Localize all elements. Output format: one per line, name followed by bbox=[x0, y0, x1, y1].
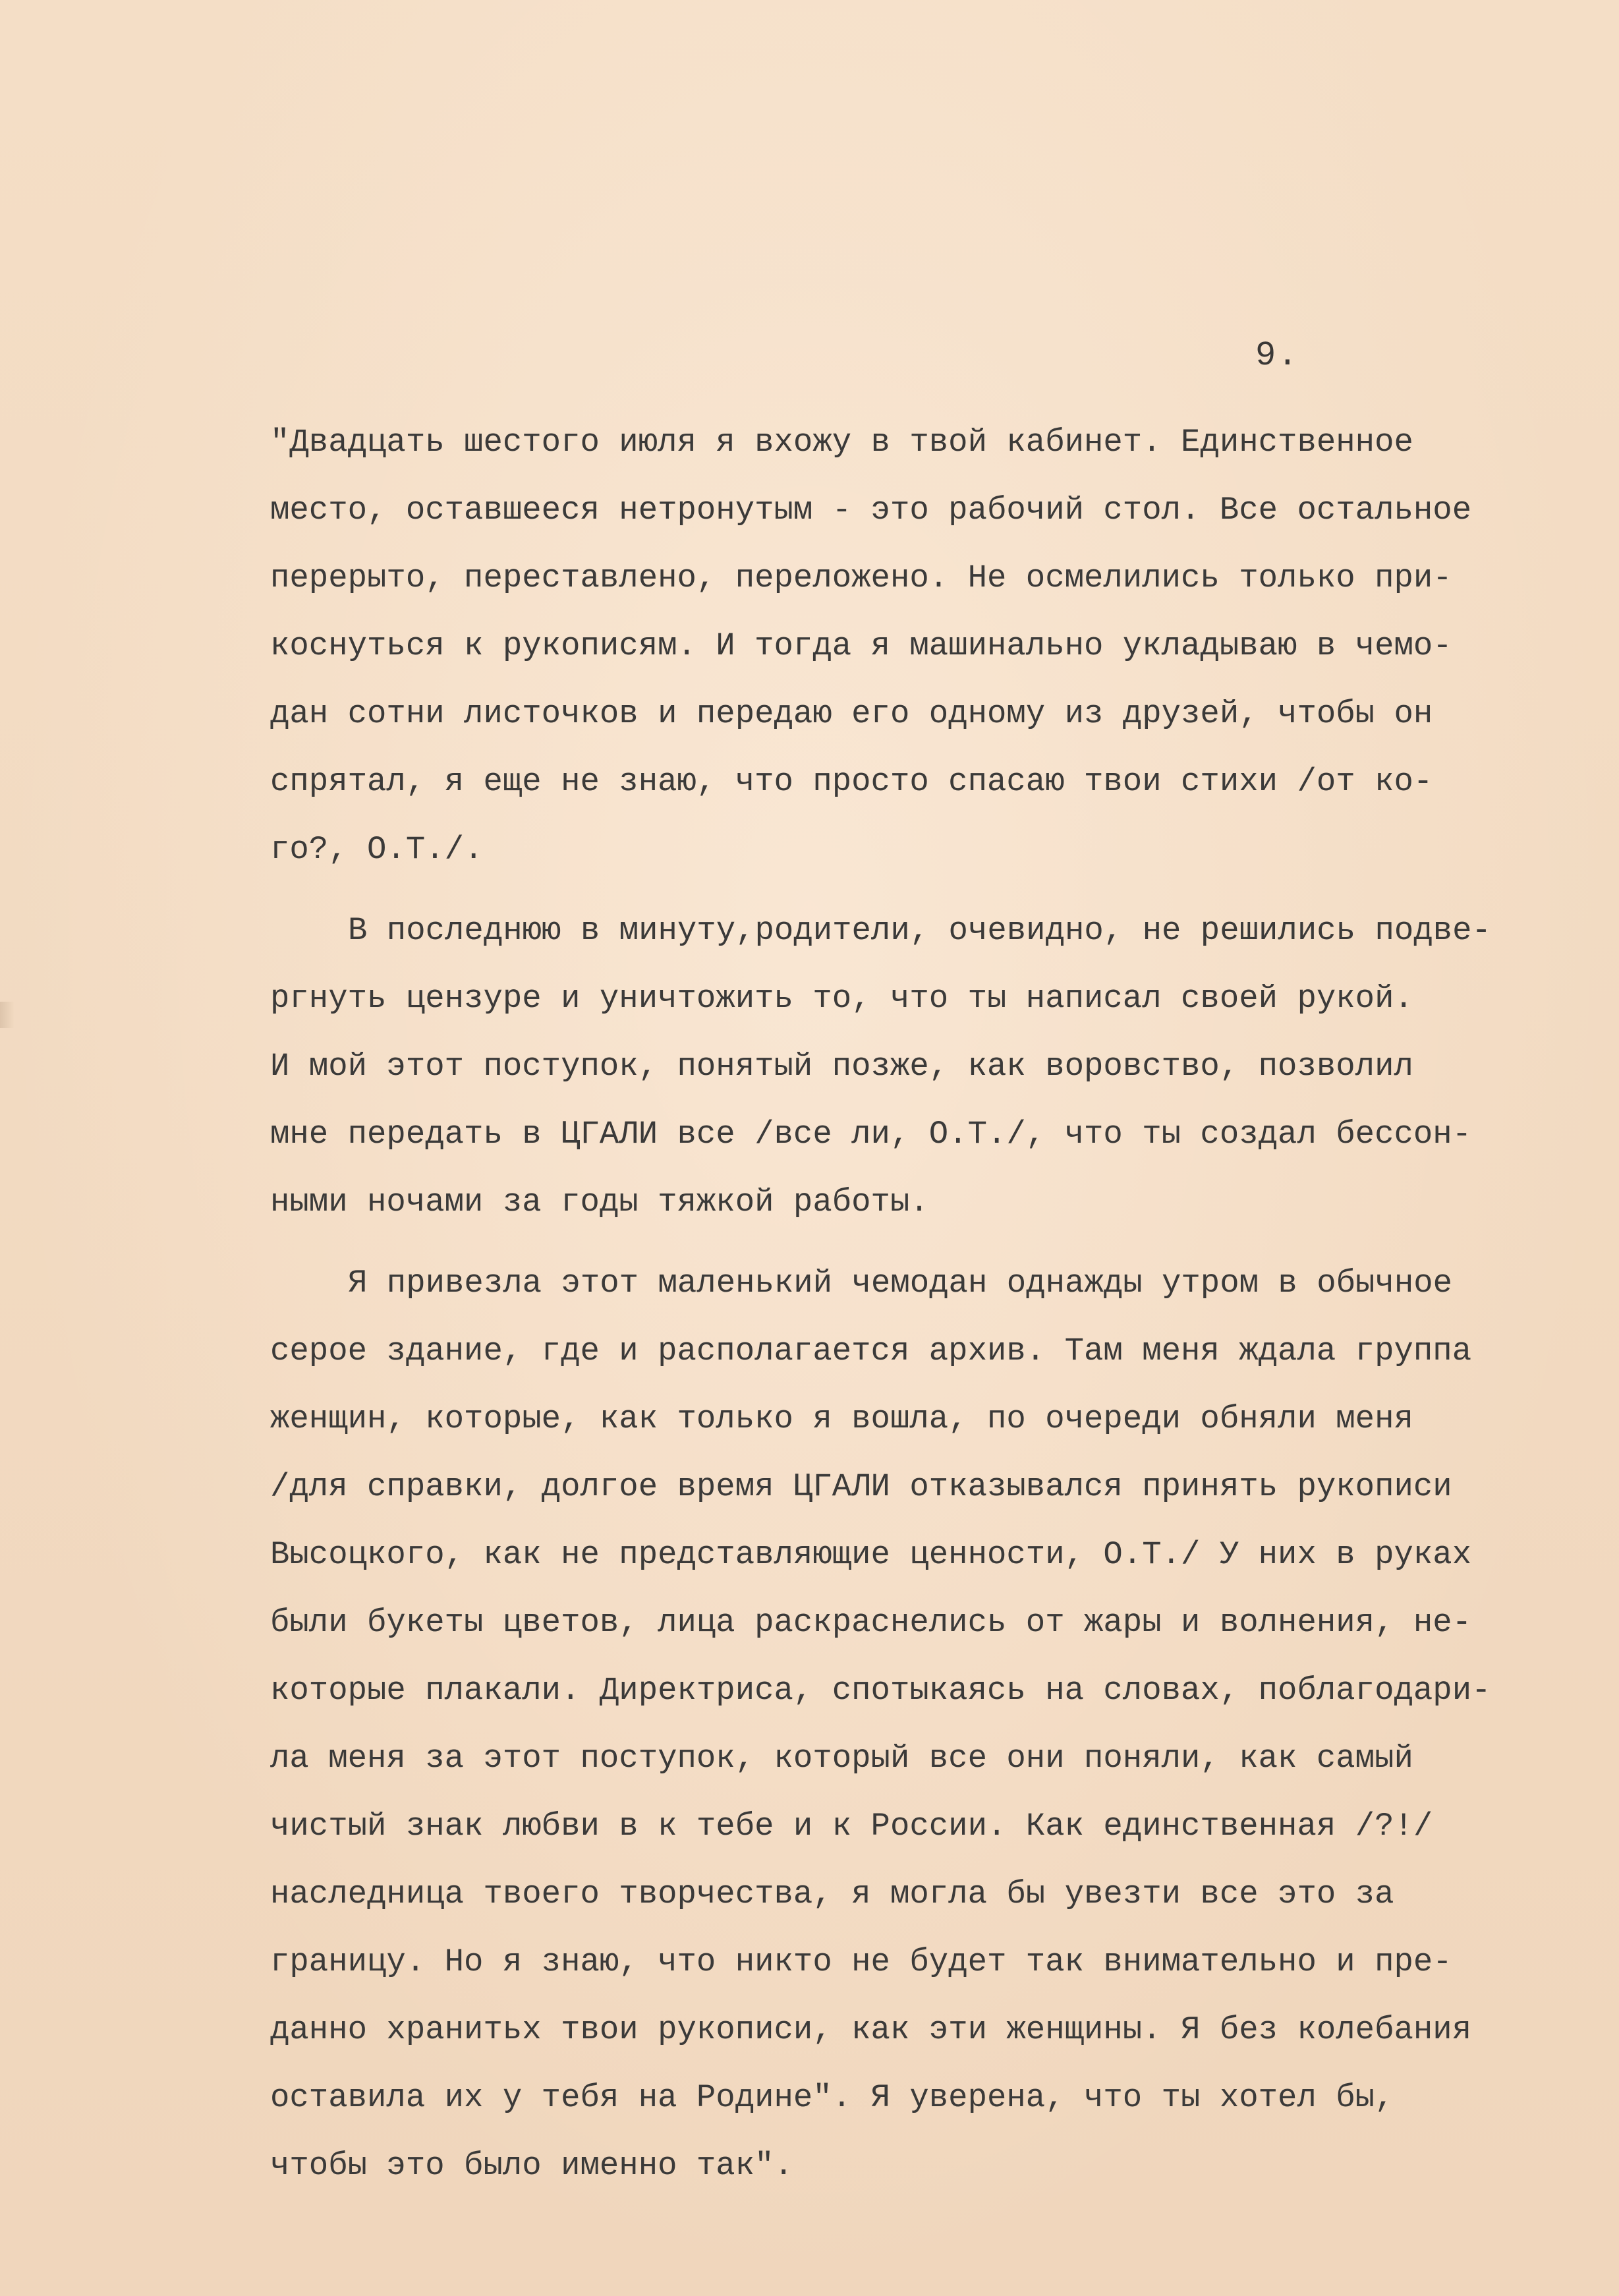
text-line: женщин, которые, как только я вошла, по очереди обняли меня bbox=[270, 1400, 1413, 1437]
text-line: коснуться к рукописям. И тогда я машинально укладываю в чемо- bbox=[270, 627, 1452, 664]
text-line: чистый знак любви в к тебе и к России. Как единственная /?!/ bbox=[270, 1808, 1433, 1845]
text-line: В последнюю в минуту,родители, очевидно, не решились подве- bbox=[348, 912, 1491, 949]
text-line: /для справки, долгое время ЦГАЛИ отказывался принять рукописи bbox=[270, 1468, 1452, 1505]
text-line: данно хранитьх твои рукописи, как эти женщины. Я без колебания bbox=[270, 2011, 1472, 2048]
paragraph-1 bbox=[270, 409, 1555, 884]
page-number: 9. bbox=[1255, 336, 1299, 375]
text-line: были букеты цветов, лица раскраснелись от жары и волнения, не- bbox=[270, 1604, 1472, 1641]
text-line: чтобы это было именно так". bbox=[270, 2147, 793, 2184]
text-line: спрятал, я еще не знаю, что просто спасаю твои стихи /от ко- bbox=[270, 763, 1433, 800]
text-line: ла меня за этот поступок, который все они поняли, как самый bbox=[270, 1740, 1413, 1777]
body-text bbox=[270, 409, 1555, 2200]
text-line: Я привезла этот маленький чемодан однажды утром в обычное bbox=[348, 1265, 1453, 1302]
text-line: ными ночами за годы тяжкой работы. bbox=[270, 1184, 929, 1220]
text-line: мне передать в ЦГАЛИ все /все ли, О.Т./, что ты создал бессон- bbox=[270, 1116, 1472, 1153]
text-line: наследница твоего творчества, я могла бы увезти все это за bbox=[270, 1876, 1394, 1912]
text-line: Высоцкого, как не представляющие ценности, О.Т./ У них в руках bbox=[270, 1536, 1472, 1573]
text-line: перерыто, переставлено, переложено. Не осмелились только при- bbox=[270, 560, 1452, 596]
paragraph-3 bbox=[270, 1249, 1555, 2200]
text-line: серое здание, где и располагается архив. Там меня ждала группа bbox=[270, 1333, 1472, 1369]
text-line: "Двадцать шестого июля я вхожу в твой кабинет. Единственное bbox=[270, 424, 1413, 461]
paragraph-2 bbox=[270, 897, 1555, 1236]
text-line: которые плакали. Директриса, спотыкаясь на словах, поблагодари- bbox=[270, 1672, 1491, 1709]
text-line: оставила их у тебя на Родине". Я уверена, что ты хотел бы, bbox=[270, 2079, 1394, 2116]
text-line: дан сотни листочков и передаю его одному из друзей, чтобы он bbox=[270, 695, 1433, 732]
text-line: место, оставшееся нетронутым - это рабочий стол. Все остальное bbox=[270, 492, 1472, 529]
text-line: границу. Но я знаю, что никто не будет так внимательно и пре- bbox=[270, 1943, 1452, 1980]
text-line: ргнуть цензуре и уничтожить то, что ты написал своей рукой. bbox=[270, 980, 1413, 1017]
text-line: го?, О.Т./. bbox=[270, 831, 484, 868]
paper-edge-mark bbox=[0, 1002, 14, 1028]
text-line: И мой этот поступок, понятый позже, как воровство, позволил bbox=[270, 1048, 1413, 1085]
